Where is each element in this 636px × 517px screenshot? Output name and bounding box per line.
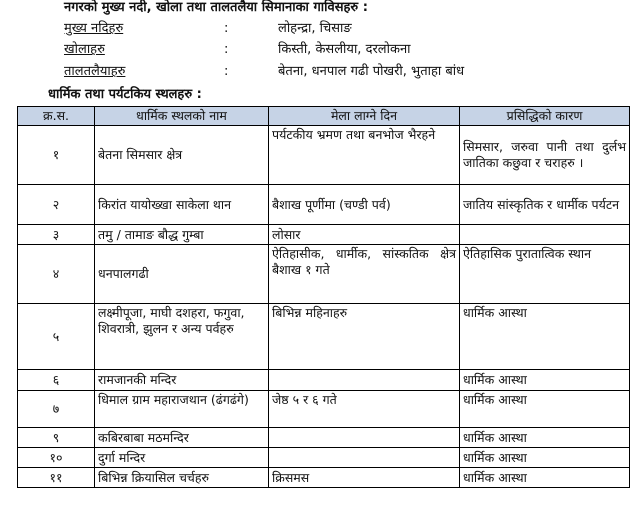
feature-value-lakes: बेतना, धनपाल गढी पोखरी, भुताहा बांध [278,64,465,79]
row-reason: धार्मिक आस्था [460,370,630,391]
row-reason: सिमसार, जरुवा पानी तथा दुर्लभ जातिका कछुवा र चराहरु । [460,126,630,185]
row-site-name: दुर्गा मन्दिर [95,448,269,468]
row-reason: जातिय सांस्कृतिक र धार्मीक पर्यटन [460,185,630,225]
row-serial: ११ [18,468,95,488]
row-fair-day: जेष्ठ ५ र ६ गते [269,391,460,428]
table-header-row [18,107,630,126]
row-fair-day: बिभिन्न महिनाहरु [269,304,460,370]
header-site-name: धार्मिक स्थलको नाम [95,107,269,126]
row-site-name: बिभिन्न क्रियासिल चर्चहरु [95,468,269,488]
table-row [18,370,630,391]
table-row [18,225,630,245]
row-fair-day: ऐतिहासीक, धार्मीक, सांस्कतिक क्षेत्र बैशाख १ गते [269,245,460,304]
row-fair-day [269,370,460,391]
row-reason: धार्मिक आस्था [460,448,630,468]
table-row [18,304,630,370]
row-serial: ४ [18,245,95,304]
row-site-name: किरांत यायोख्खा साकेला थान [95,185,269,225]
header-fair-day: मेला लाग्ने दिन [269,107,460,126]
row-site-name: लक्ष्मीपूजा, माघी दशहरा, फगुवा, शिवरात्री, झुलन र अन्य पर्वहरु [95,304,269,370]
row-serial: ५ [18,304,95,370]
table-row [18,391,630,428]
row-serial: ९ [18,428,95,448]
row-fair-day: क्रिसमस [269,468,460,488]
feature-colon: : [224,64,229,79]
row-serial: १० [18,448,95,468]
row-site-name: कबिरबाबा मठमन्दिर [95,428,269,448]
row-reason: ऐतिहासिक पुरातात्विक स्थान [460,245,630,304]
row-fair-day: लोसार [269,225,460,245]
religious-sites-title: धार्मिक तथा पर्यटकिय स्थलहरु : [48,87,202,102]
row-fair-day: पर्यटकीय भ्रमण तथा बनभोज भैरहने [269,126,460,185]
row-site-name: धनपालगढी [95,245,269,304]
header-serial: क्र.स. [18,107,95,126]
feature-value-rivers: लोहन्द्रा, चिसाङ [278,21,352,36]
row-reason: धार्मिक आस्था [460,304,630,370]
row-fair-day [269,448,460,468]
rivers-section-title: नगरको मुख्य नदी, खोला तथा तालतलैया सिमानाका गाविसहरु : [64,0,368,15]
feature-label-streams: खोलाहरु [64,42,105,57]
table-row [18,468,630,488]
row-serial: ७ [18,391,95,428]
row-reason [460,225,630,245]
row-site-name: धिमाल ग्राम महाराजथान (ढंगढंगे) [95,391,269,428]
table-row [18,428,630,448]
header-reason: प्रसिद्धिको कारण [460,107,630,126]
table-row [18,126,630,185]
row-site-name: तमु / तामाङ बौद्ध गुम्बा [95,225,269,245]
feature-value-streams: किस्ती, केसलीया, दरलोकना [278,42,411,57]
row-fair-day: बैशाख पूर्णीमा (चण्डी पर्व) [269,185,460,225]
table-row [18,245,630,304]
row-reason: धार्मिक आस्था [460,428,630,448]
row-serial: ३ [18,225,95,245]
row-reason: धार्मिक आस्था [460,468,630,488]
table-row [18,185,630,225]
row-serial: १ [18,126,95,185]
feature-label-rivers: मुख्य नदिहरु [64,21,124,36]
table-row [18,448,630,468]
row-site-name: बेतना सिमसार क्षेत्र [95,126,269,185]
religious-sites-table [17,106,630,488]
feature-label-lakes: तालतलैयाहरु [64,64,126,79]
row-site-name: रामजानकी मन्दिर [95,370,269,391]
feature-colon: : [224,21,229,36]
row-serial: २ [18,185,95,225]
row-fair-day [269,428,460,448]
feature-colon: : [224,42,229,57]
row-reason: धार्मिक आस्था [460,391,630,428]
row-serial: ६ [18,370,95,391]
